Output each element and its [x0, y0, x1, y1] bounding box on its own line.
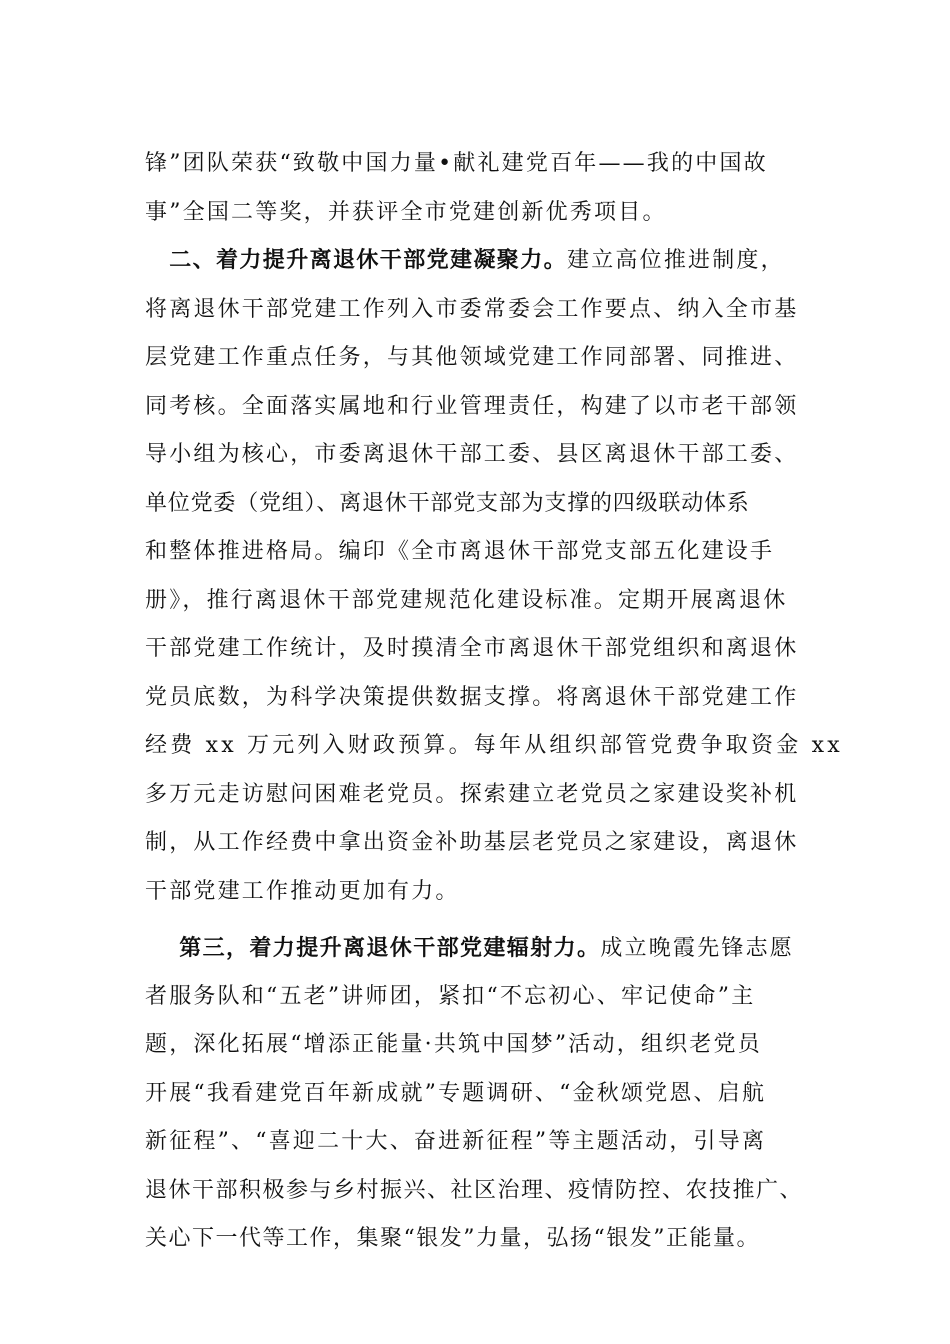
text-line: 事”全国二等奖，并获评全市党建创新优秀项目。 — [145, 199, 667, 225]
text-line: 多万元走访慰问困难老党员。探索建立老党员之家建设奖补机 — [145, 781, 799, 807]
text-line: 干部党建工作推动更加有力。 — [145, 878, 460, 904]
paragraph-two — [145, 237, 845, 916]
paragraph-first-line-text: 成立晚霞先锋志愿 — [600, 936, 795, 961]
paragraph-three — [145, 924, 845, 1264]
text-line: 和整体推进格局。编印《全市离退休干部党支部五化建设手 — [145, 539, 775, 564]
paragraph-heading: 二、着力提升离退休干部党建凝聚力。 — [169, 248, 568, 273]
paragraph-spacer — [145, 916, 845, 924]
text-line: 导小组为核心，市委离退休干部工委、县区离退休干部工委、 — [145, 442, 799, 467]
paragraph-first-line — [145, 237, 845, 286]
text-line: 新征程”、“喜迎二十大、奋进新征程”等主题活动，引导离 — [145, 1129, 767, 1154]
text-line: 党员底数，为科学决策提供数据支撑。将离退休干部党建工作 — [145, 684, 799, 710]
text-line: 经费 xx 万元列入财政预算。每年从组织部管党费争取资金 xx — [145, 733, 843, 758]
paragraph-first-line-text: 建立高位推进制度， — [567, 248, 785, 273]
text-line: 锋”团队荣获“致敬中国力量•献礼建党百年——我的中国故 — [145, 151, 768, 176]
text-line: 关心下一代等工作，集聚“银发”力量，弘扬“银发”正能量。 — [145, 1226, 760, 1251]
paragraph-continued — [145, 140, 845, 237]
text-line: 干部党建工作统计，及时摸清全市离退休干部党组织和离退休 — [145, 636, 799, 661]
paragraph-first-line — [145, 924, 845, 973]
text-line: 题，深化拓展“增添正能量·共筑中国梦”活动，组织老党员 — [145, 1032, 762, 1057]
text-line: 层党建工作重点任务，与其他领域党建工作同部署、同推进、 — [145, 345, 799, 370]
text-line: 同考核。全面落实属地和行业管理责任，构建了以市老干部领 — [145, 393, 799, 419]
text-line: 单位党委（党组）、离退休干部党支部为支撑的四级联动体系 — [145, 490, 750, 516]
text-line: 制，从工作经费中拿出资金补助基层老党员之家建设，离退休 — [145, 830, 799, 855]
text-line: 者服务队和“五老”讲师团，紧扣“不忘初心、牢记使命”主 — [145, 983, 756, 1009]
text-line: 将离退休干部党建工作列入市委常委会工作要点、纳入全市基 — [145, 296, 799, 322]
text-line: 册》，推行离退休干部党建规范化建设标准。定期开展离退休 — [145, 587, 788, 613]
text-line: 退休干部积极参与乡村振兴、社区治理、疫情防控、农技推广、 — [145, 1177, 804, 1203]
paragraph-heading: 第三，着力提升离退休干部党建辐射力。 — [179, 935, 601, 961]
text-line: 开展“我看建党百年新成就”专题调研、“金秋颂党恩、启航 — [145, 1080, 767, 1106]
document-body — [145, 140, 845, 1264]
